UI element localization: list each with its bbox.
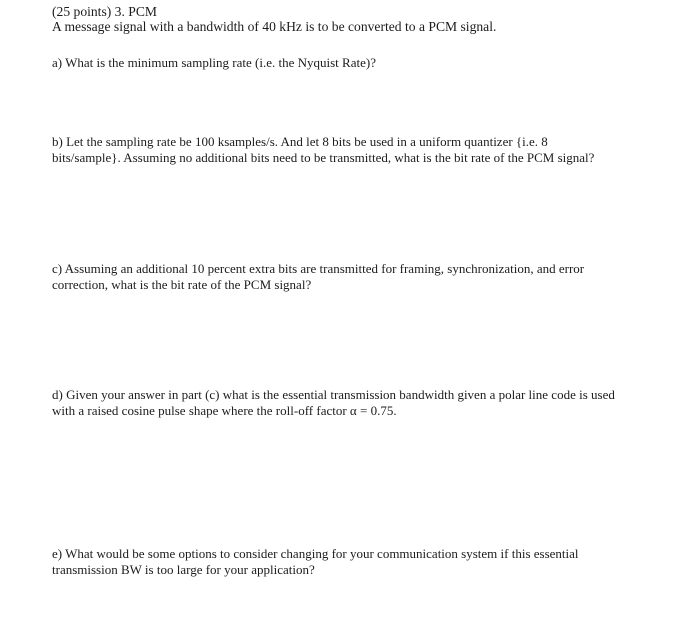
question-d-line-1: d) Given your answer in part (c) what is the essential transmission bandwidth given a polar line code is used — [52, 387, 615, 402]
question-e-line-2: transmission BW is too large for your application? — [52, 562, 315, 577]
question-b-line-1: b) Let the sampling rate be 100 ksamples/s. And let 8 bits be used in a uniform quantizer {i.e. 8 — [52, 134, 548, 149]
question-c-line-1: c) Assuming an additional 10 percent extra bits are transmitted for framing, synchronization, and error — [52, 261, 585, 276]
question-e-line-1: e) What would be some options to consider changing for your communication system if this essential — [52, 546, 579, 561]
question-c-line-2: correction, what is the bit rate of the PCM signal? — [52, 277, 312, 292]
problem-header: (25 points) 3. PCM — [52, 4, 157, 19]
question-d-line-2: with a raised cosine pulse shape where the roll-off factor α = 0.75. — [52, 403, 397, 418]
problem-intro: A message signal with a bandwidth of 40 kHz is to be converted to a PCM signal. — [52, 19, 497, 34]
question-b-line-2: bits/sample}. Assuming no additional bits need to be transmitted, what is the bit rate of the PCM signal? — [52, 150, 595, 165]
question-a-line-1: a) What is the minimum sampling rate (i.e. the Nyquist Rate)? — [52, 55, 376, 70]
